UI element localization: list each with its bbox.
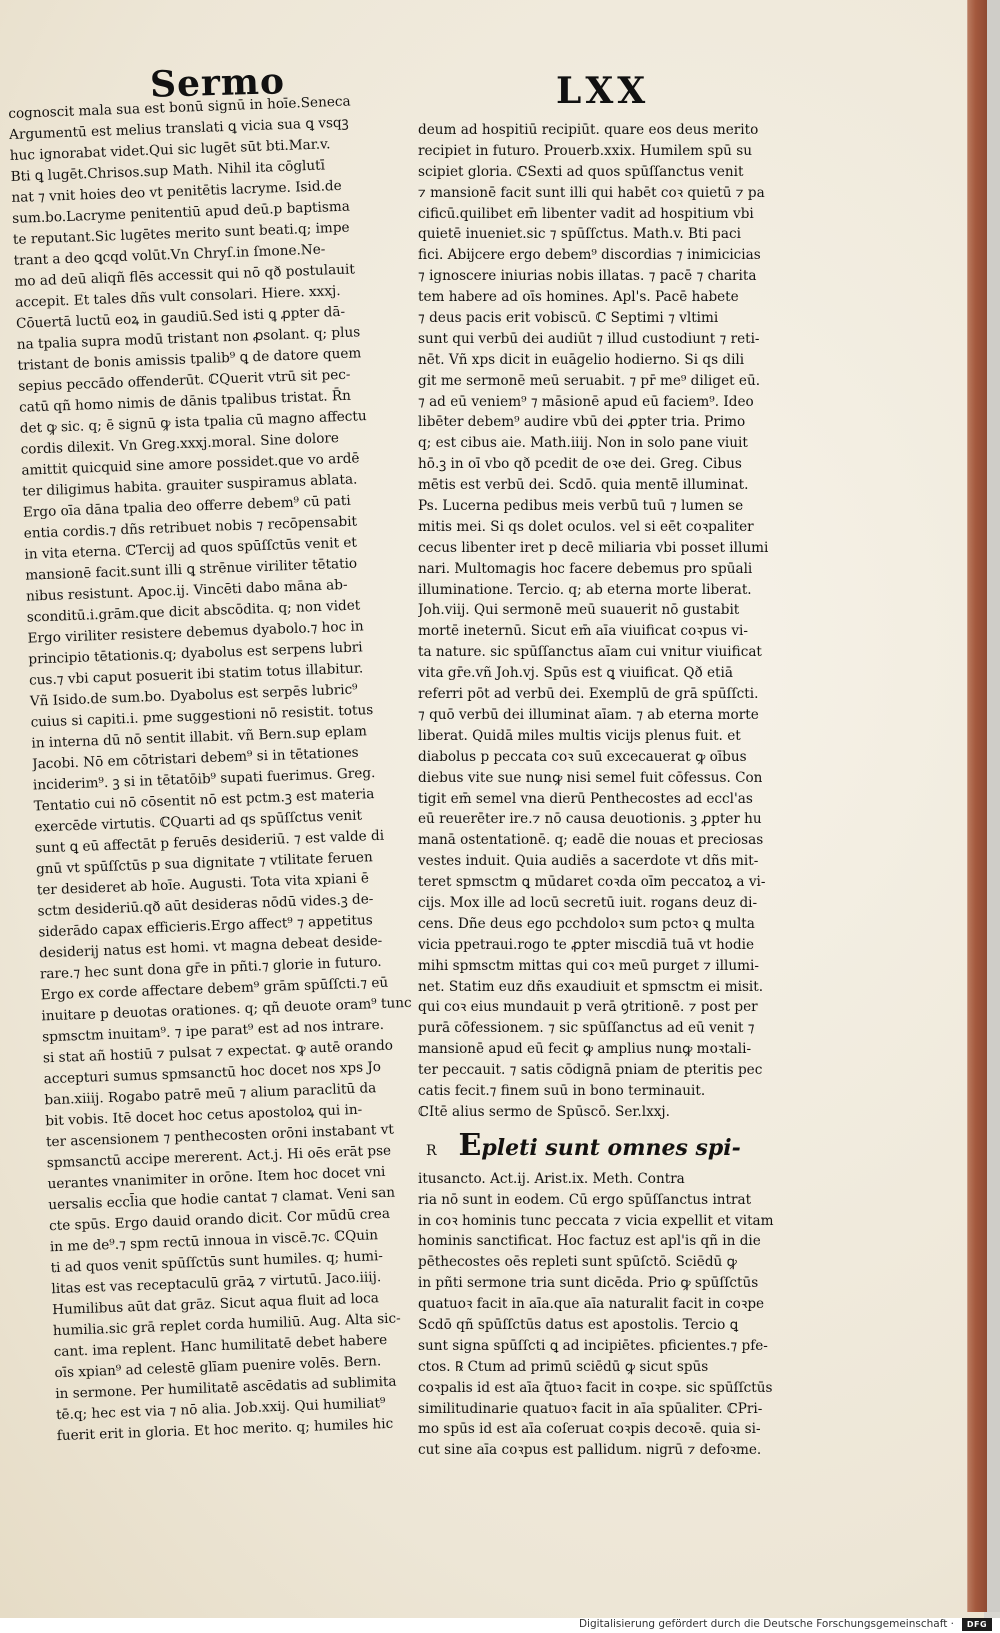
text-line: cte spūs. Ergo dauid orando dicit. Cor mūdū crea [48,1205,391,1235]
text-line: desiderij natus est homi. vt magna debeat deside- [38,932,383,962]
text-line: litas est vas receptaculū grāꝝ ⁊ virtutū. Jaco.iiij. [51,1269,382,1298]
text-line: catū qñ homo nimis de dānis tpalibus tristat. R̄n [18,387,352,416]
text-column-left [8,90,441,1447]
text-line: cus.⁊ vbi caput posuerit ibi statim totus illabitur. [28,660,364,689]
text-line: ria nō sunt in eodem. Cū ergo spūſſanctus intrat [418,1191,752,1208]
text-line: vicia ppetraui.rogo te ꝓpter miscdiā tuā vt hodie [418,936,755,953]
dfg-logo: DFG [962,1618,992,1631]
text-line: amittit quicquid sine amore possidet.que vo ardē [21,450,360,479]
text-line: liberat. Quidā miles multis vicijs plenus fuit. et [418,727,741,744]
text-line: siderādo capax efficieris.Ergo affect⁹ ⁊ appetitus [38,912,373,941]
text-line: in interna dū nō sentit illabit. vñ Bern.sup eplam [31,723,368,752]
text-line: mētis est verbū dei. Scdō. quia mentē illuminat. [418,477,749,494]
text-line: eū reuerēter ire.⁊ nō causa deuotionis. ꝫ ꝓpter hu [418,811,762,828]
text-line: coꝛpalis id est aīa q̄tuoꝛ facit in coꝛpe. sic spūſſctūs [418,1379,773,1396]
text-line: accepturi sumus spmsanctū hoc docet nos xps Jo [43,1058,382,1088]
paragraph-mark: R [426,1142,437,1159]
running-head-left: Sermo [149,60,286,106]
text-line: fuerit erit in gloria. Et hoc merito. q; humiles hic [56,1415,394,1445]
text-line: uersalis eccl̄ia que hodie cantat ⁊ clamat. Veni san [48,1184,396,1214]
sermon-heading [418,1123,810,1169]
text-line: Joh.viij. Qui sermonē meū suauerit nō gustabit [418,602,740,619]
text-line: itusancto. Act.ij. Arist.ix. Meth. Contra [418,1170,685,1187]
text-line: si stat añ hostiū ⁊ pulsat ⁊ expectat. ꝙ autē orando [42,1037,394,1067]
text-line: ⁊ deus pacis erit vobiscū. ℂ Septimi ⁊ vltimi [418,310,719,327]
text-line: cijs. Mox ille ad locū secretū iuit. rogans deuz di- [418,894,758,911]
text-line: sum.bo.Lacryme penitentiū apud deū.p baptisma [11,198,351,227]
text-line: Ergo ex corde affectare debem⁹ grām spūſſcti.⁊ eū [40,974,389,1004]
text-line: git me sermonē meū seruabit. ⁊ pr̄ me⁹ diliget eū. [418,372,761,389]
text-line: Vñ Isido.de sum.bo. Dyabolus est serpēs lubric⁹ [29,681,358,710]
text-line: ⁊ quō verbū dei illuminat aīam. ⁊ ab eterna morte [418,706,759,723]
text-line: cordis dilexit. Vn Greg.xxxj.moral. Sine dolore [20,430,340,458]
text-line: scipiet gloria. ℂSexti ad quos spūſſanctus venit [418,163,744,180]
text-line: in coꝛ hominis tunc peccata ⁊ vicia expellit et vitam [418,1212,774,1229]
text-line: nibus resistunt. Apoc.ij. Vincēti dabo māna ab- [25,576,348,605]
text-line: in sermone. Per humilitatē ascēdatis ad sublimita [55,1373,397,1403]
text-line: ban.xiiij. Rogabo patrē meū ⁊ alium paraclitū da [44,1080,377,1109]
text-line: net. Statim euz dñs exaudiuit et spmsctm ei misit. [418,978,764,995]
text-line: sunt ꝗ eū affectāt p feruēs desideriū. ⁊ est valde di [35,827,385,857]
decorated-initial: E [458,1127,482,1163]
text-line: Cōuertā luctū eoꝝ in gaudiū.Sed isti ꝗ ꝓpter dā- [15,303,346,332]
text-line: mo ad deū aliqñ flēs accessit qui nō qð postulauit [14,261,356,290]
text-line: Argumentū est melius translati ꝗ vicia sua ꝗ vsqꝫ [8,114,349,143]
text-line: sunt signa spūſſcti ꝗ ad incipiētes. pficientes.⁊ pfe- [418,1337,768,1354]
text-line: cificū.quilibet em̄ libenter vadit ad hospitium vbi [418,205,754,222]
running-head-folio: LXX [556,70,650,112]
text-line: vita gr̄e.vñ Joh.vj. Spūs est ꝗ viuificat. Qð etiā [418,665,733,682]
text-line: tem habere ad oīs homines. Apl's. Pacē habete [418,289,739,306]
footer-credit: Digitalisierung gefördert durch die Deutsche Forschungsgemeinschaft · [578,1618,954,1630]
text-line: recipiet in futuro. Prouerb.xxix. Humilem spū su [418,142,752,159]
text-line: mitis mei. Si qs dolet oculos. vel si eēt coꝛpaliter [418,518,754,535]
text-line: det ꝙ sic. q; ē signū ꝙ ista tpalia cū magno affectu [19,408,367,437]
text-line: ter ascensionem ⁊ penthecosten orōni instabant vt [45,1121,395,1151]
text-line: quietē inueniet.sic ⁊ spūſſctus. Math.v. Bti paci [418,226,741,243]
text-line: cecus libenter iret p decē miliaria vbi posset illumi [418,539,769,556]
text-line: inciderim⁹. ꝫ si in tētatōib⁹ supati fuerimus. Greg. [32,764,376,794]
text-line: ⁊ ad eū veniem⁹ ⁊ māsionē apud eū faciem⁹. Ideo [418,393,754,410]
text-line: principio tētationis.q; dyabolus est serpens lubri [28,639,363,668]
text-line: exercēde virtutis. ℂQuarti ad qs spūſſctus venit [34,807,363,836]
text-line: tē.q; hec est via ⁊ nō alia. Job.xxij. Qui humiliat⁹ [55,1395,386,1424]
text-line: in me de⁹.⁊ spm rectū innoua in viscē.⁊c. ℂQuin [49,1227,379,1256]
text-line: ti ad quos venit spūſſctūs sunt humiles. q; humi- [50,1248,384,1277]
text-line: ⁊ ignoscere iniurias nobis illatas. ⁊ pacē ⁊ charita [418,268,757,285]
text-line: huc ignorabat videt.Qui sic lugēt sūt bti.Mar.v. [9,136,331,164]
text-line: hominis sanctificat. Hoc factuz est apl'is qñ in die [418,1233,761,1250]
text-line: mansionē apud eū fecit ꝙ amplius nunꝙ moꝛtali- [418,1041,752,1058]
text-line: tristant de bonis amissis tpalib⁹ ꝗ de datore quem [17,345,362,374]
text-line: in vita eterna. ℂTercij ad quos spūſſctūs venit et [24,534,358,563]
page-fore-edge [967,0,987,1612]
text-line: Scdō qñ spūſſctūs datus est apostolis. Tercio ꝗ [418,1316,739,1333]
text-line: uerantes vnanimiter in orōne. Item hoc docet vni [47,1163,386,1193]
text-line: nari. Multomagis hoc facere debemus pro spūali [418,560,753,577]
text-line: Bti ꝗ lugēt.Chrisos.sup Math. Nihil ita cōglutī [10,157,326,185]
text-line: bit vobis. Itē docet hoc cetus apostoloꝝ qui in- [45,1101,363,1130]
text-line: purā cōfessionem. ⁊ sic spūſſanctus ad eū venit ⁊ [418,1020,755,1037]
text-line: manā ostentationē. q; eadē die nouas et preciosas [418,832,764,849]
text-line: cognoscit mala sua est bonū signū in hoīe.Seneca [8,93,351,122]
text-line: nēt. Vñ xps dicit in euāgelio hodierno. Si qs dili [418,351,745,368]
text-line: Tentatio cui nō cōsentit nō est pctm.ꝫ est materia [33,786,375,815]
text-line: cuius si capiti.i. pme suggestioni nō resistit. totus [30,702,374,731]
text-line: deum ad hospitiū recipiūt. quare eos deus merito [418,122,759,138]
text-line: sconditū.i.grām.que dicit abscōdita. q; non videt [26,597,361,626]
text-line: nat ⁊ vnit hoies deo vt penitētis lacryme. Isid.de [11,177,342,206]
text-line: qui coꝛ eius mundauit p verā ꝯtritionē. ⁊ post per [418,999,758,1016]
heading-text: pleti sunt omnes spi- [481,1134,741,1161]
text-line: mihi spmsctm mittas qui coꝛ meū purget ⁊ illumi- [418,957,759,974]
text-line: Humilibus aūt dat grāz. Sicut aqua fluit ad loca [51,1290,380,1319]
text-line: te reputant.Sic lugētes merito sunt beati.q; impe [12,219,350,248]
text-line: sunt qui verbū dei audiūt ⁊ illud custodiunt ⁊ reti- [418,330,760,347]
text-line: ℂItē alius sermo de Spūscō. Ser.lxxj. [418,1103,670,1120]
text-line: diabolus p peccata coꝛ suū excecauerat ꝙ oībus [418,748,747,765]
text-line: cens. Dñe deus ego pcchdoloꝛ sum pctoꝛ ꝗ multa [418,915,755,932]
text-line: vestes induit. Quia audiēs a sacerdote vt dñs mit- [418,853,759,870]
text-line: gnū vt spūſſctūs p sua dignitate ⁊ vtilitate feruen [35,849,373,878]
text-line: catis fecit.⁊ finem suū in bono terminauit. [418,1082,706,1099]
text-line: in pñti sermone tria sunt dicēda. Prio ꝙ spūſſctūs [418,1275,759,1292]
text-line: inuitare p deuotas orationes. q; qñ deuote oram⁹ tunc [41,994,412,1025]
text-line: libēter debem⁹ audire vbū dei ꝓpter tria. Primo [418,414,746,431]
text-line: similitudinarie quatuoꝛ facit in aīa spūaliter. ℂPri- [418,1400,763,1417]
text-line: tigit em̄ semel vna dierū Penthecostes ad eccl'as [418,790,753,807]
text-column-right [418,120,810,1461]
text-line: mortē ineternū. Sicut em̄ aīa viuificat coꝛpus vi- [418,623,748,640]
text-line: spmsanctū accipe mererent. Act.j. Hi oēs erāt pse [46,1142,392,1172]
text-line: pēthecostes oēs repleti sunt spūſctō. Sciēdū ꝙ [418,1254,737,1271]
text-line: ta nature. sic spūſſanctus aīam cui vnitur viuificat [418,644,762,661]
text-line: entia cordis.⁊ dñs retribuet nobis ⁊ recōpensabit [23,513,358,542]
text-line: ⁊ mansionē facit sunt illi qui habēt coꝛ quietū ⁊ pa [418,184,765,201]
text-line: na tpalia supra modū tristant non ꝓsolant. q; plus [16,324,361,353]
text-line: trant a deo ꝗcqd volūt.Vn Chryſ.in ſmone.Ne- [13,241,326,269]
text-line: Jacobi. Nō em cōtristari debem⁹ si in tētationes [31,744,359,773]
text-line: ter diligimus habita. grauiter suspiramus ablata. [21,471,358,500]
text-line: ter peccauit. ⁊ satis cōdignā pniam de pteritis pec [418,1062,763,1079]
text-line: rare.⁊ hec sunt dona gr̄e in pñti.⁊ glorie in futuro. [39,953,382,983]
text-line: Ps. Lucerna pedibus meis verbū tuū ⁊ lumen se [418,498,744,515]
text-line: ctos. ℞ Ctum ad primū sciēdū ꝙ sicut spūs [418,1358,709,1375]
text-line: fici. Abijcere ergo debem⁹ discordias ⁊ inimicicias [418,247,761,264]
text-line: cut sine aīa coꝛpus est pallidum. nigrū ⁊ defoꝛme. [418,1442,762,1459]
text-line: oīs xpian⁹ ad celestē glīam puenire volēs. Bern. [54,1353,382,1382]
text-line: sctm desideriū.qð aūt desideras nōdū vides.ꝫ de- [37,891,374,920]
text-line: q; est cibus aie. Math.iiij. Non in solo pane viuit [418,435,748,452]
text-line: sepius peccādo offenderūt. ℂQuerit vtrū sit pec- [18,366,351,395]
text-line: quatuoꝛ facit in aīa.que aīa naturalit facit in coꝛpe [418,1296,765,1313]
text-line: mansionē facit.sunt illi ꝗ strēnue viriliter tētatio [25,555,358,584]
text-line: Ergo viriliter resistere debemus dyabolo.⁊ hoc in [27,618,364,647]
text-line: Ergo oīa dāna tpalia deo offerre debem⁹ cū pati [22,492,351,521]
text-line: humilia.sic grā replet corda humiliū. Aug. Alta sic- [52,1310,401,1340]
text-line: spmsctm inuitam⁹. ⁊ ipe parat⁹ est ad nos intrare. [41,1016,385,1046]
text-line: mo spūs id est aīa coſeruat coꝛpis decoꝛē. quia si- [418,1421,761,1438]
text-line: ter desideret ab hoīe. Augusti. Tota vita xpiani ē [36,870,370,899]
text-line: teret spmsctm ꝗ mūdaret coꝛda oīm peccatoꝝ a vi- [418,874,766,891]
text-line: illuminatione. Tercio. q; ab eterna morte liberat. [418,581,752,598]
text-line: referri pōt ad verbū dei. Exemplū de grā spūſſcti. [418,686,759,703]
text-line: diebus vite sue nunꝙ nisi semel fuit cōfessus. Con [418,769,763,786]
text-line: cant. ima replent. Hanc humilitatē debet habere [53,1331,388,1361]
text-line: hō.ꝫ in oī vbo qð pcedit de oꝛe dei. Greg. Cibus [418,456,742,473]
text-line: accepit. Et tales dñs vult consolari. Hiere. xxxj. [14,282,341,311]
